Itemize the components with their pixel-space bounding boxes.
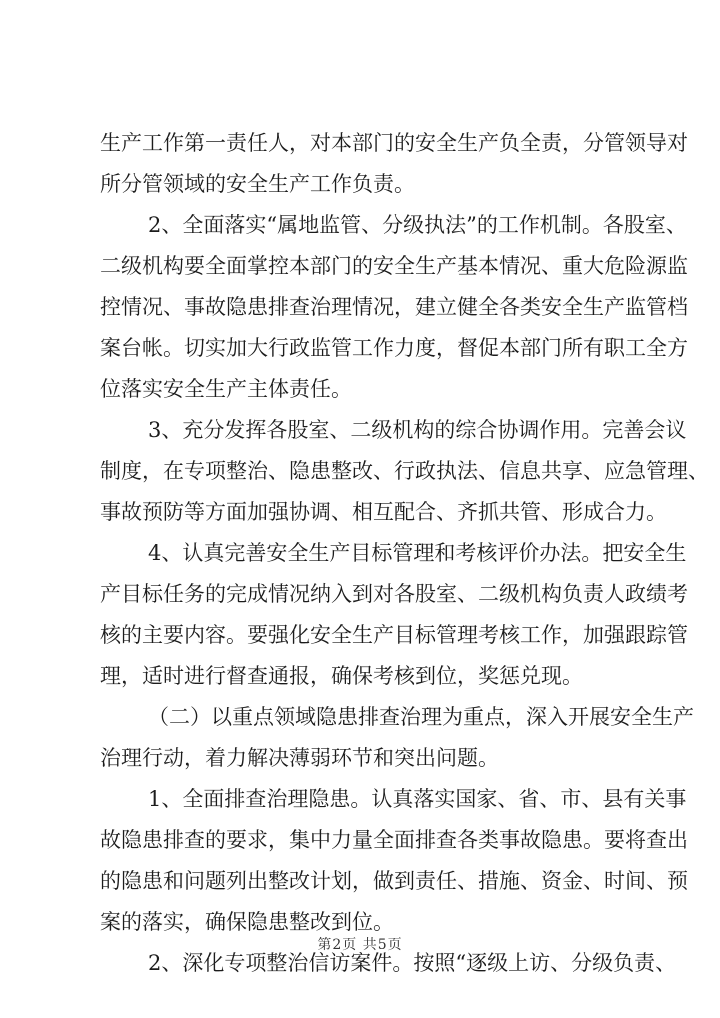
document-body (100, 126, 709, 987)
text-line: 案台帐。切实加大行政监管工作力度，督促本部门所有职工全方 (100, 336, 688, 360)
text-line: 故隐患排查的要求，集中力量全面排查各类事故隐患。要将查出 (100, 828, 688, 852)
paragraph-start-line: 3、充分发挥各股室、二级机构的综合协调作用。完善会议 (148, 418, 687, 442)
text-line: 生产工作第一责任人，对本部门的安全生产负全责，分管领导对 (100, 131, 688, 155)
paragraph-start-line: 2、全面落实“属地监管、分级执法”的工作机制。各股室、 (148, 213, 687, 237)
text-line: 的隐患和问题列出整改计划，做到责任、措施、资金、时间、预 (100, 869, 688, 893)
paragraph-start-line: 2、深化专项整治信访案件。按照“逐级上访、分级负责、 (148, 951, 677, 975)
text-line: 案的落实，确保隐患整改到位。 (100, 910, 394, 934)
section-heading-line: 治理行动，着力解决薄弱环节和突出问题。 (100, 746, 499, 770)
page-number-footer: 第2页 共5页 (317, 937, 403, 953)
text-line: 产目标任务的完成情况纳入到对各股室、二级机构负责人政绩考 (100, 582, 688, 606)
text-line: 理，适时进行督查通报，确保考核到位，奖惩兑现。 (100, 664, 583, 688)
text-line: 制度，在专项整治、隐患整改、行政执法、信息共享、应急管理、 (100, 459, 709, 483)
text-line: 所分管领域的安全生产工作负责。 (100, 172, 415, 196)
text-line: 核的主要内容。要强化安全生产目标管理考核工作，加强跟踪管 (100, 623, 688, 647)
text-line: 控情况、事故隐患排查治理情况，建立健全各类安全生产监管档 (100, 295, 688, 319)
section-heading-line: （二）以重点领域隐患排查治理为重点，深入开展安全生产 (148, 705, 694, 729)
text-line: 位落实安全生产主体责任。 (100, 377, 352, 401)
paragraph-start-line: 1、全面排查治理隐患。认真落实国家、省、市、县有关事 (148, 787, 687, 811)
paragraph-start-line: 4、认真完善安全生产目标管理和考核评价办法。把安全生 (148, 541, 687, 565)
text-line: 事故预防等方面加强协调、相互配合、齐抓共管、形成合力。 (100, 500, 667, 524)
text-line: 二级机构要全面掌控本部门的安全生产基本情况、重大危险源监 (100, 254, 688, 278)
